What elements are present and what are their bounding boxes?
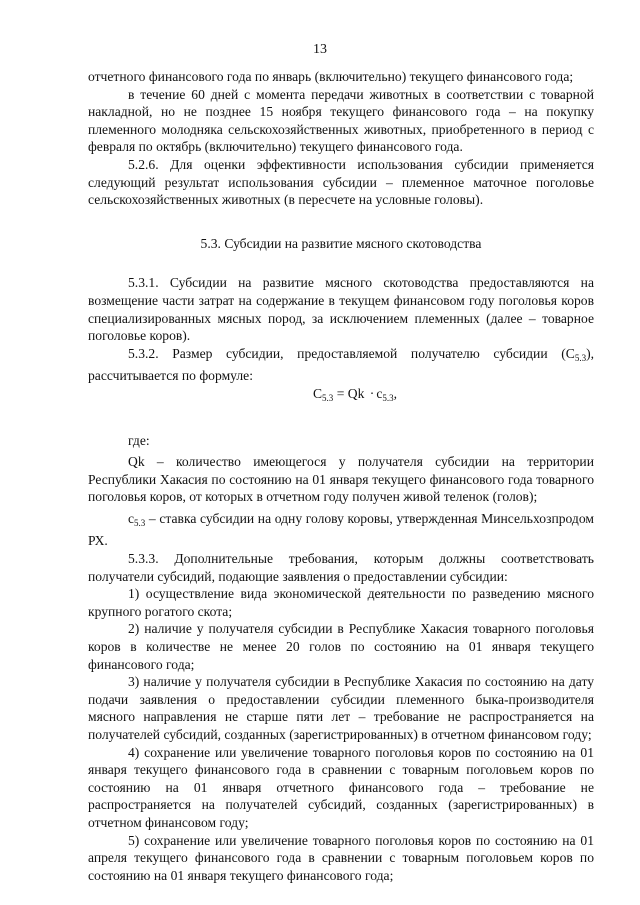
- paragraph-continuation: отчетного финансового года по январь (включительно) текущего финансового года;: [88, 69, 574, 84]
- requirement-3: 3) наличие у получателя субсидии в Республике Хакасия по состоянию на дату подачи заявления о предоставлении субсидии племенного быка-производителя мясного направления не старше пяти лет – требование не распространяется на получателей субсидий, созданных (зарегистрированных) в отчетном финансовом году;: [88, 674, 594, 742]
- formula-rhs-sub: 5.3: [382, 392, 394, 403]
- requirement-5: 5) сохранение или увеличение товарного поголовья коров по состоянию на 01 апреля текущего финансового года в сравнении с товарным поголовьем коров по состоянию на 01 января текущего финансового года;: [88, 832, 594, 883]
- definition-c53-sub: 5.3: [134, 517, 146, 528]
- section-title: 5.3. Субсидии на развитие мясного скотоводства: [200, 235, 482, 251]
- definition-c53-symbol: с: [128, 510, 135, 526]
- paragraph-5-3-2-prefix: 5.3.2. Размер субсидии, предоставляемой получателю субсидии (С: [128, 345, 575, 361]
- paragraph-5-3-2-suffix: ), рассчитывается по формуле:: [88, 345, 594, 384]
- requirement-2: 2) наличие у получателя субсидии в Республике Хакасия товарного поголовья коров в количестве не менее 20 голов по состоянию на 01 января текущего финансового года;: [88, 621, 594, 672]
- page-number: 13: [313, 42, 327, 57]
- paragraph-5-3-2-subscript: 5.3: [574, 352, 587, 363]
- paragraph-5-3-1: 5.3.1. Субсидии на развитие мясного скотоводства предоставляются на возмещение части затрат на содержание в текущем финансовом году поголовья коров специализированных мясных пород, за исключением племенных (далее – товарное поголовье коров).: [88, 275, 594, 344]
- definition-c53: [88, 510, 594, 550]
- formula-lhs: С: [312, 385, 323, 401]
- paragraph-5-3-2: [88, 345, 594, 385]
- document-body: [88, 68, 594, 884]
- formula-rhs: с: [376, 385, 383, 401]
- formula-dot: ·: [369, 385, 375, 401]
- requirement-4: 4) сохранение или увеличение товарного поголовья коров по состоянию на 01 января текущего финансового года в сравнении с товарным поголовьем коров по состоянию на 01 января отчетного финансового года – требование не распространяется на получателей субсидий, созданных (зарегистрированных) в отчетном финансовом году;: [88, 744, 594, 830]
- requirement-1: 1) осуществление вида экономической деятельности по разведению мясного крупного рогатого скота;: [88, 586, 594, 619]
- definition-qk: Qk – количество имеющегося у получателя субсидии на территории Республики Хакасия по состоянию на 01 января текущего финансового года товарного поголовья коров, от которых в отчетном году получен живой теленок (голов);: [88, 454, 594, 505]
- formula-eq: = Qk: [333, 385, 368, 401]
- paragraph-5-2-6: 5.2.6. Для оценки эффективности использования субсидии применяется следующий результат использования субсидии – племенное маточное поголовье сельскохозяйственных животных (в пересчете на условные головы).: [88, 156, 594, 208]
- formula-tail: ,: [393, 385, 398, 401]
- where-label: где:: [128, 432, 150, 448]
- formula-lhs-sub: 5.3: [322, 392, 334, 403]
- paragraph-deadline: в течение 60 дней с момента передачи животных в соответствии с товарной накладной, но не позднее 15 ноября текущего финансового года – на покупку племенного молодняка сельскохозяйственных животных, приобретенного в период с февраля по октябрь (включительно) текущего финансового года.: [88, 86, 594, 155]
- paragraph-5-3-3: 5.3.3. Дополнительные требования, которым должны соответствовать получатели субсидий, подающие заявления о предоставлении субсидии:: [88, 551, 594, 584]
- formula: [88, 385, 594, 408]
- definition-c53-text: – ставка субсидии на одну голову коровы, утвержденная Минсельхозпродом РХ.: [88, 510, 594, 549]
